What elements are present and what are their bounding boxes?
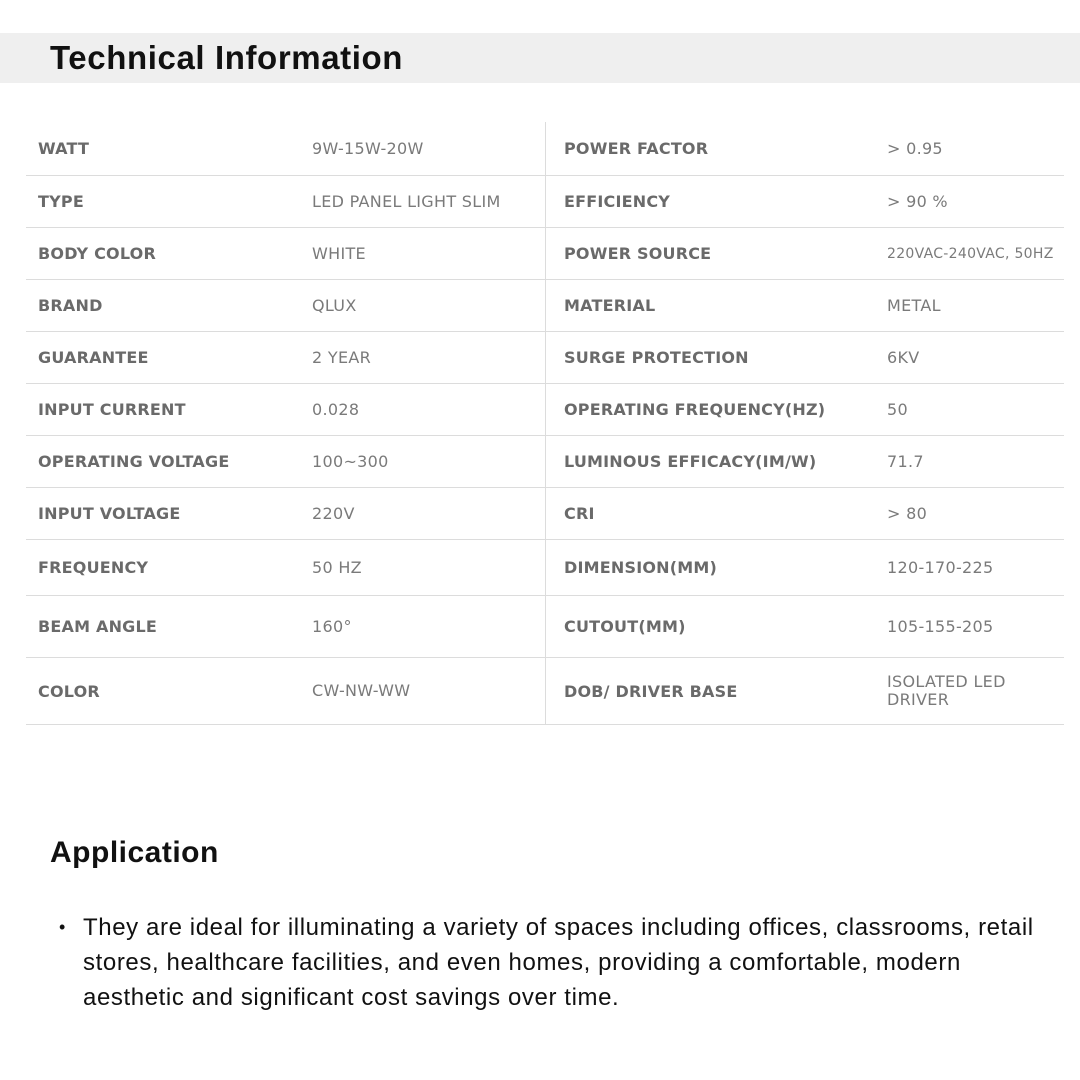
spec-label: BEAM ANGLE xyxy=(38,617,158,636)
header-band xyxy=(0,33,1080,83)
bullet-icon: • xyxy=(59,917,66,937)
spec-value: LED PANEL LIGHT SLIM xyxy=(312,191,501,211)
spec-value: 0.028 xyxy=(312,399,360,419)
spec-label: POWER SOURCE xyxy=(564,244,712,263)
spec-label: TYPE xyxy=(38,192,84,211)
spec-row xyxy=(26,436,1064,488)
spec-label: LUMINOUS EFFICACY(IM/W) xyxy=(564,452,817,471)
spec-value: 6KV xyxy=(887,347,920,367)
spec-value: 220VAC-240VAC, 50HZ xyxy=(887,245,1054,262)
spec-label: CUTOUT(MM) xyxy=(564,617,686,636)
list-item xyxy=(59,910,1043,1015)
spec-label: DIMENSION(MM) xyxy=(564,558,718,577)
spec-value: 120-170-225 xyxy=(887,557,994,577)
spec-value: WHITE xyxy=(312,243,366,263)
application-title: Application xyxy=(50,836,219,869)
spec-row xyxy=(26,658,1064,725)
list-item-text: They are ideal for illuminating a variety of spaces including offices, classrooms, retail stores, healthcare facilities, and even homes, providing a comfortable, modern aesthetic and significant cost savings over time. xyxy=(83,914,1034,1011)
spec-label: BRAND xyxy=(38,296,103,315)
spec-label: OPERATING FREQUENCY(HZ) xyxy=(564,400,826,419)
spec-row xyxy=(26,122,1064,176)
spec-value: METAL xyxy=(887,295,941,315)
spec-value: 50 HZ xyxy=(312,557,362,577)
spec-label: DOB/ DRIVER BASE xyxy=(564,681,738,701)
spec-value: 2 YEAR xyxy=(312,347,372,367)
spec-value: 71.7 xyxy=(887,451,924,471)
spec-label: CRI xyxy=(564,504,595,523)
spec-value: QLUX xyxy=(312,295,357,315)
spec-row xyxy=(26,488,1064,540)
spec-value: 9W-15W-20W xyxy=(312,138,424,158)
spec-row xyxy=(26,176,1064,228)
spec-label: INPUT VOLTAGE xyxy=(38,504,181,523)
spec-value: 220V xyxy=(312,503,355,523)
spec-row xyxy=(26,596,1064,658)
spec-value: CW-NW-WW xyxy=(312,681,411,700)
spec-label: EFFICIENCY xyxy=(564,192,671,211)
spec-row xyxy=(26,332,1064,384)
spec-value: 160° xyxy=(312,616,352,636)
spec-value: > 0.95 xyxy=(887,138,943,158)
page-title: Technical Information xyxy=(50,39,404,76)
spec-label: COLOR xyxy=(38,681,100,701)
spec-value: > 90 % xyxy=(887,191,948,211)
spec-label: POWER FACTOR xyxy=(564,139,709,158)
spec-value: 100~300 xyxy=(312,451,389,471)
spec-row xyxy=(26,280,1064,332)
spec-row xyxy=(26,228,1064,280)
spec-row xyxy=(26,384,1064,436)
spec-value: 50 xyxy=(887,399,908,419)
spec-row xyxy=(26,540,1064,596)
spec-value: > 80 xyxy=(887,503,928,523)
spec-label: OPERATING VOLTAGE xyxy=(38,452,230,471)
spec-label: BODY COLOR xyxy=(38,244,156,263)
spec-label: FREQUENCY xyxy=(38,558,149,577)
spec-value: 105-155-205 xyxy=(887,616,994,636)
spec-label: MATERIAL xyxy=(564,296,656,315)
spec-label: SURGE PROTECTION xyxy=(564,348,749,367)
spec-value: ISOLATED LED DRIVER xyxy=(887,672,1006,709)
application-list xyxy=(59,910,1043,1015)
spec-label: WATT xyxy=(38,139,90,158)
spec-table xyxy=(26,122,1064,725)
spec-label: GUARANTEE xyxy=(38,348,149,367)
spec-label: INPUT CURRENT xyxy=(38,400,186,419)
